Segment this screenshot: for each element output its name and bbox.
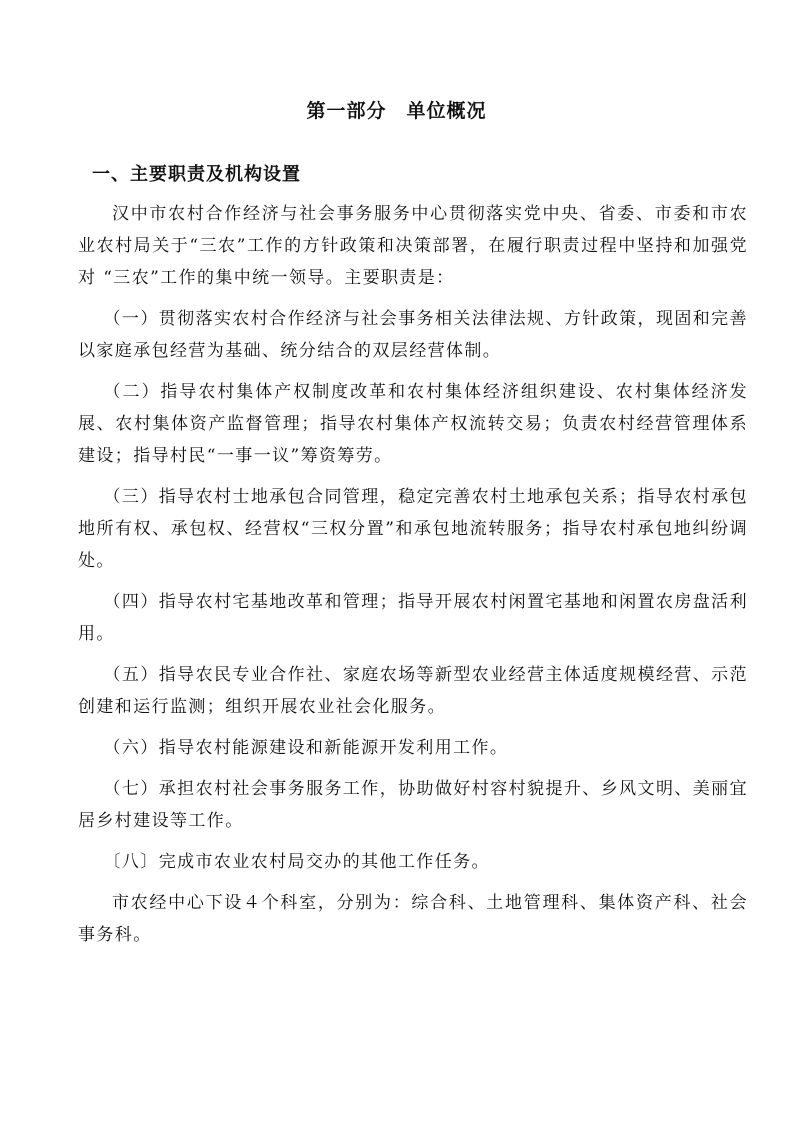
section-heading: 一、主要职责及机构设置 [92,164,301,185]
duty-item-4: （四）指导农村宅基地改革和管理；指导开展农村闲置宅基地和闲置农房盘活利用。 [78,592,748,644]
duty-item-1: （一）贯彻落实农村合作经济与社会事务相关法律法规、方针政策，现固和完善以家庭承包经营为基础、统分结合的双层经营体制。 [78,309,748,361]
duty-item-7: （七）承担农村社会事务服务工作，协助做好村容村貌提升、乡风文明、美丽宜居乡村建设等工作。 [78,779,748,831]
duty-item-5: （五）指导农民专业合作社、家庭农场等新型农业经营主体适度规模经营、示范创建和运行监测；组织开展农业社会化服务。 [78,665,748,717]
intro-paragraph: 汉中市农村合作经济与社会事务服务中心贯彻落实党中央、省委、市委和市农业农村局关于“三农”工作的方针政策和决策部署，在履行职责过程中坚持和加强党对 “三农”工作的集中统一领导。主要职责是： [78,204,748,288]
duty-item-6: （六）指导农村能源建设和新能源开发利用工作。 [103,738,509,758]
document-body [78,198,748,960]
page-title: 第一部分 单位概况 [306,100,487,122]
duty-item-2: （二）指导农村集体产权制度改革和农村集体经济组织建设、农村集体经济发展、农村集体资产监督管理；指导农村集体产权流转交易；负责农村经营管理体系建设；指导村民“一事一议”筹资筹劳。 [78,382,748,466]
duty-item-3: （三）指导农村士地承包合同管理，稳定完善农村土地承包关系；指导农村承包地所有权、承包权、经营权“三权分置”和承包地流转服务；指导农村承包地纠纷调处。 [78,487,748,571]
duty-item-8: 〔八〕完成市农业农村局交办的其他工作任务。 [103,852,490,872]
departments-paragraph: 市农经中心下设４个科室，分别为：综合科、土地管理科、集体资产科、社会事务科。 [78,893,748,945]
